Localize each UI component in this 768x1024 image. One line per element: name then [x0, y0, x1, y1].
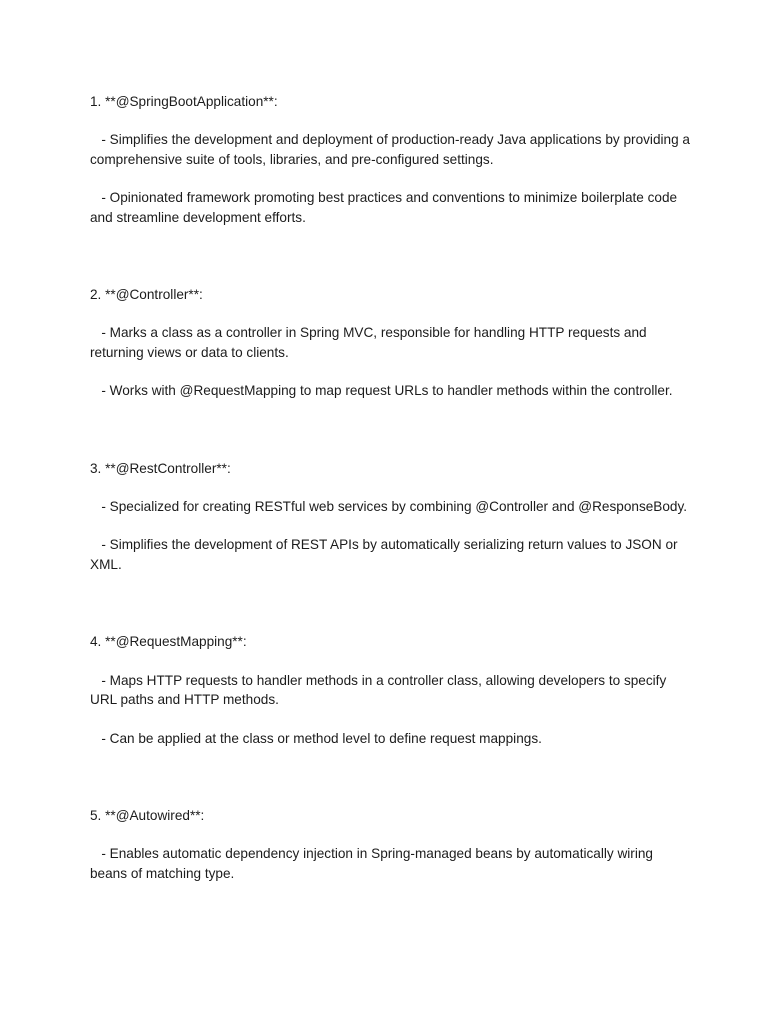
section-controller	[90, 285, 690, 401]
section-springbootapplication	[90, 92, 694, 227]
section-heading: 4. **@RequestMapping**:	[90, 634, 247, 650]
section-restcontroller	[90, 459, 690, 575]
section-heading: 1. **@SpringBootApplication**:	[90, 94, 278, 109]
section-heading: 5. **@Autowired**:	[90, 807, 205, 823]
section-heading: 2. **@Controller**:	[90, 287, 203, 303]
section-heading: 3. **@RestController**:	[90, 460, 231, 476]
document-body	[90, 92, 694, 883]
section-paragraph: - Opinionated framework promoting best practices and conventions to minimize boilerplate code and streamline development efforts.	[90, 190, 681, 225]
section-paragraph: - Simplifies the development of REST APIs by automatically serializing return values to JSON or XML.	[90, 537, 682, 572]
section-requestmapping	[90, 632, 690, 748]
section-paragraph: - Specialized for creating RESTful web services by combining @Controller and @ResponseBody.	[90, 499, 688, 515]
section-paragraph: - Maps HTTP requests to handler methods in a controller class, allowing developers to specify URL paths and HTTP methods.	[90, 672, 671, 708]
section-paragraph: - Can be applied at the class or method level to define request mappings.	[90, 730, 542, 746]
section-paragraph: - Enables automatic dependency injection in Spring-managed beans by automatically wiring beans of matching type.	[90, 846, 657, 881]
section-autowired	[90, 806, 690, 883]
section-paragraph: - Marks a class as a controller in Spring MVC, responsible for handling HTTP requests and returning views or data to clients.	[90, 325, 651, 360]
section-paragraph: - Works with @RequestMapping to map request URLs to handler methods within the controller.	[90, 383, 673, 399]
section-paragraph: - Simplifies the development and deployment of production-ready Java applications by providing a comprehensive suite of tools, libraries, and pre-configured settings.	[90, 132, 694, 167]
